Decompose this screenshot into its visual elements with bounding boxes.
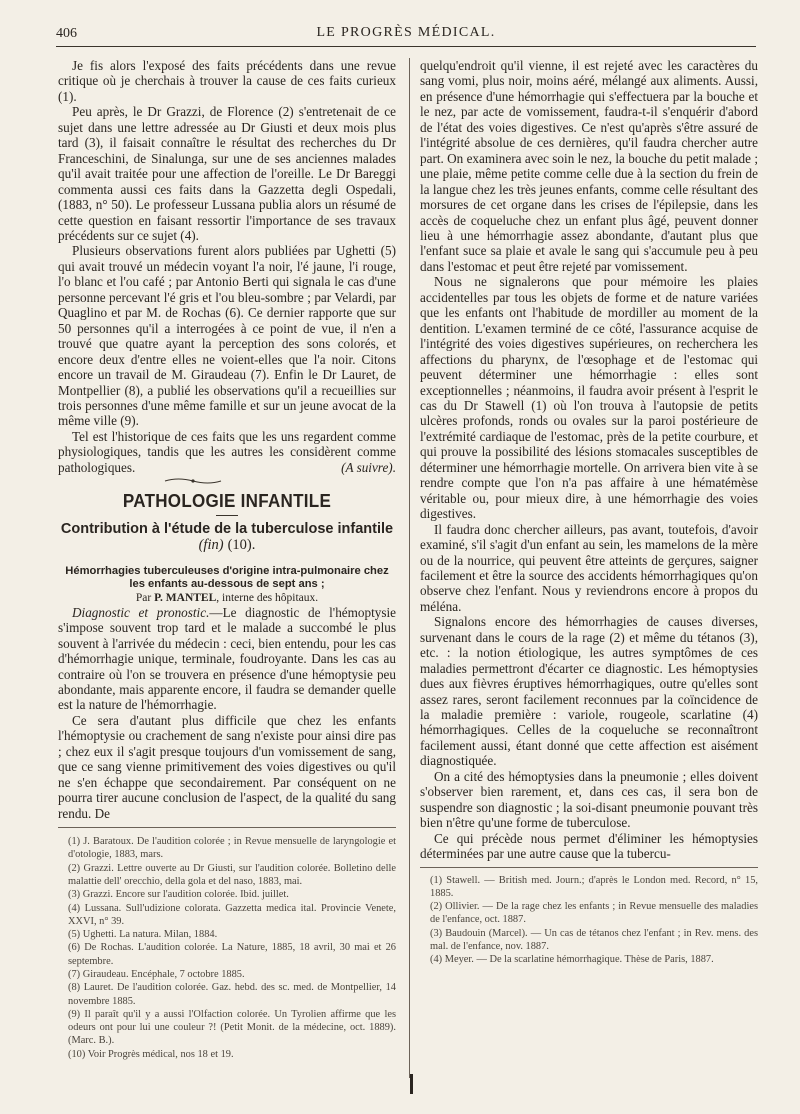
margin-mark: [410, 1074, 413, 1094]
footnote: (2) Ollivier. — De la rage chez les enfants ; in Revue mensuelle des maladies de l'enfance, oct. 1887.: [430, 901, 758, 926]
byline: [58, 591, 396, 605]
article-title: [58, 521, 396, 553]
left-column: [58, 58, 396, 1061]
left-paragraph-3: Plusieurs observations furent alors publiées par Ughetti (5) qui avait trouvé un médecin voyant l'a noir, l'é jaune, l'i rouge, l'o blanc et l'ou café ; par Antonio Berti qui signala le cas d'une personne percevant l'é gris et l'ou bleu-sombre ; par Velardi, par Quaglino et par M. de Rochas (6). Ce dernier rapporte que sur 50 personnes qu'il a interrogées à ce point de vue, il n'en a trouvé que quatre ayant la perception des sons colorés, et encore deux d'entre elles ne voient-elles que l'a noir. Citons encore un travail de M. Giraudeau (7). Enfin le Dr Lauret, de Montpellier (8), a publié les observations qu'il a recueillies sur trois personnes d'une même famille et sur un jeune avocat de la même ville (9).: [58, 243, 396, 429]
left-paragraph-5: [58, 605, 396, 713]
right-column: [420, 58, 758, 967]
byline-prefix: Par: [135, 591, 152, 604]
right-paragraph-1: quelqu'endroit qu'il vienne, il est rejeté avec les caractères du sang vomi, plus noir, moins aéré, mélangé aux aliments. Aussi, en présence d'une hémorrhagie qui s'effectuera par la bouche et le nez, par acte de vomissement, faudra-t-il s'enquérir d'abord de l'état des voies digestives. Ce n'est qu'après s'être assuré de l'intégrité absolue de ces dernières, qu'il faudra chercher autre part. On examinera avec soin le nez, la bouche du petit malade ; une plaie, même petite comme celle due à la section du frein de la langue chez les très jeunes enfants, comme celle résultant des morsures de cet organe dans les crises de l'épilepsie, dans les accès de coqueluche chez un enfant plus âgé, peuvent donner lieu à une hémorrhagie assez abondante, d'autant plus que l'enfant suce sa plaie et avale le sang qui s'accumule peu à peu dans l'estomac et peut être rejeté par vomissement.: [420, 58, 758, 274]
historique-text: Tel est l'historique de ces faits que les uns regardent comme physiologiques, tandis que les autres les considèrent comme pathologiques.: [58, 428, 396, 475]
left-paragraph-6: Ce sera d'autant plus difficile que chez les enfants l'hémoptysie ou crachement de sang n'existe pour ainsi dire pas ; chez eux il s'agit presque toujours d'un vomissement de sang, que ce sang vienne primitivement des voies digestives ou qu'il ne s'en échappe que secondairement. Par conséquent on ne pourra tirer aucune conclusion de l'aspect, de la qualité du sang rendu. De: [58, 712, 396, 821]
left-paragraph-4: [58, 429, 396, 475]
footnote: (10) Voir Progrès médical, nos 18 et 19.: [68, 1048, 234, 1060]
footnote: (8) Lauret. De l'audition colorée. Gaz. hebd. des sc. med. de Montpellier, 14 novembre 1885.: [68, 982, 396, 1007]
footnote: (9) Il paraît qu'il y a aussi l'Olfaction colorée. Un Tyrolien affirme que les odeurs ont pour lui une couleur ?! (Petit Monit. de la médecine, oct. 1889). (Marc. B.).: [68, 1008, 396, 1047]
page-header: [56, 18, 756, 47]
byline-suffix: , interne des hôpitaux.: [216, 591, 319, 604]
footnote-rule: [420, 867, 758, 868]
footnote: (6) De Rochas. L'audition colorée. La Nature, 1885, 18 avril, 30 mai et 26 septembre.: [68, 942, 396, 967]
journal-title: LE PROGRÈS MÉDICAL.: [316, 25, 496, 40]
footnote: (4) Meyer. — De la scarlatine hémorrhagique. Thèse de Paris, 1887.: [430, 954, 714, 966]
diagnostic-text: —Le diagnostic de l'hémoptysie s'impose souvent trop tard et le malade a succombé le plus souvent à l'arrivée du médecin : ceci, bien entendu, pour les cas d'hémorrhagie unique, terminale, foudroyante. Dans les cas au contraire où l'on se trouvera en présence d'une hémoptysie peu abondante, mais apparente encore, il faudra se demander quelle est la nature de l'hémorrhagie.: [58, 604, 396, 713]
a-suivre-note: (A suivre).: [341, 459, 396, 475]
short-rule: [216, 515, 238, 516]
right-footnotes: [420, 874, 758, 967]
left-footnotes: [58, 835, 396, 1061]
footnote-rule: [58, 827, 396, 828]
footnote: (7) Giraudeau. Encéphale, 7 octobre 1885.: [68, 969, 245, 980]
footnote: (4) Lussana. Sull'udizione colorata. Gazzetta medica ital. Provincie Venete, XXVI, n° 39.: [68, 902, 396, 927]
article-subtitle: Hémorrhagies tuberculeuses d'origine intra-pulmonaire chez les enfants au-dessous de sept ans ;: [65, 564, 389, 590]
diagnostic-lead: Diagnostic et pronostic.: [72, 604, 210, 620]
article-title-main: Contribution à l'étude de la tuberculose infantile: [60, 520, 394, 537]
section-title: PATHOLOGIE INFANTILE: [122, 490, 332, 512]
footnote: (5) Ughetti. La natura. Milan, 1884.: [68, 929, 218, 941]
page-number: 406: [56, 26, 77, 41]
footnote: (3) Baudouin (Marcel). — Un cas de tétanos chez l'enfant ; in Rev. mens. des mal. de l'enfance, nov. 1887.: [430, 927, 758, 953]
right-paragraph-4: Signalons encore des hémorrhagies de causes diverses, survenant dans le cours de la rage (2) et même du tétanos (3), etc. : la notion étiologique, les autres symptômes de ces maladies permettront d'écarter ce diagnostic. Les hémoptysies dues aux fièvres éruptives hémorrhagiques, outre qu'elles sont assez rares, seront facilement reconnues par la coïncidence de la maladie première : variole, rougeole, scarlatine (4) hémorrhagiques. Celles de la coqueluche se reconnaîtront facilement aussi, étant donné que cette affection est aisément diagnostiquée.: [420, 614, 758, 769]
article-title-fin: (fin): [198, 536, 224, 553]
right-paragraph-3: Il faudra donc chercher ailleurs, pas avant, toutefois, d'avoir examiné, s'il s'agit d'un enfant au sein, les mamelons de la mère ou de la nourrice, qui peuvent être atteints de gerçures, saigner facilement et être la source des accidents hémorrhagiques qu'on observe chez l'enfant. Nous y reviendrons encore à propos du méléna.: [420, 521, 758, 614]
author-name: P. MANTEL: [154, 591, 217, 604]
footnote: (1) J. Baratoux. De l'audition colorée ; in Revue mensuelle de laryngologie et d'otologie, 1883, mars.: [68, 836, 396, 861]
footnote: (3) Grazzi. Encore sur l'audition colorée. Ibid. juillet.: [68, 889, 289, 901]
right-paragraph-5: On a cité des hémoptysies dans la pneumonie ; elles doivent s'observer bien rarement, et, dans ces cas, il sera bon de suspendre son diagnostic ; la soi-disant pneumonie pouvant très bien n'être qu'une forme de tuberculose.: [420, 768, 758, 831]
footnote: (2) Grazzi. Lettre ouverte au Dr Giusti, sur l'audition colorée. Bolletino delle malattie dell' orecchio, della gola et del naso, 1883, mai.: [68, 862, 396, 887]
left-paragraph-2: Peu après, le Dr Grazzi, de Florence (2) s'entretenait de ce sujet dans une lettre adressée au Dr Giusti et deux mois plus tard (3), il faisait connaître le résultat des recherches du Dr Franceschini, de Sinalunga, sur une de ses anciennes malades qu'il avait traitée pour une affection de l'oreille. Le Dr Bareggi commenta aussi ces faits dans la Gazzetta degli Ospedali, (1883, n° 50). Le professeur Lussana publia alors un résumé de cette question en faisant ressortir l'importance de ses travaux précédents sur ce sujet (4).: [58, 104, 396, 243]
right-paragraph-6: Ce qui précède nous permet d'éliminer les hémoptysies déterminées par une autre cause que la tubercu-: [420, 830, 758, 862]
column-divider: [409, 58, 410, 1078]
footnote: (1) Stawell. — British med. Journ.; d'après le London med. Record, n° 15, 1885.: [430, 874, 758, 899]
left-paragraph-1: Je fis alors l'exposé des faits précédents dans une revue critique où je cherchais à trouver la cause de ces faits curieux (1).: [58, 58, 396, 104]
right-paragraph-2: Nous ne signalerons que pour mémoire les plaies accidentelles par tous les objets de forme et de nature variées que les enfants ont l'habitude de mordiller au moment de la dentition. L'examen terminé de ce côté, l'assurance acquise de l'intégrité des voies digestives supérieures, on recherchera les affections du pharynx, de l'œsophage et de l'estomac qui peuvent déterminer une hémorrhagie : elles sont exceptionnelles ; néanmoins, il faudra avoir présent à l'esprit le cas du Dr Stawell (1) où l'on trouva à l'autopsie de petits ulcères profonds, ronds ou ovales sur la paroi postérieure de l'extrémité cardiaque de l'estomac, près de la petite courbure, et qui prouve la possibilité des lésions stomacales susceptibles de déterminer une hémorrhagie mortelle. On arrivera bien vite à se rendre compte que l'on n'a pas affaire à une hématémèse véritable ou, pour mieux dire, à une hémorrhagie des voies digestives.: [420, 274, 758, 522]
flourish-icon: [163, 477, 223, 485]
article-title-ref: (10).: [227, 536, 256, 553]
